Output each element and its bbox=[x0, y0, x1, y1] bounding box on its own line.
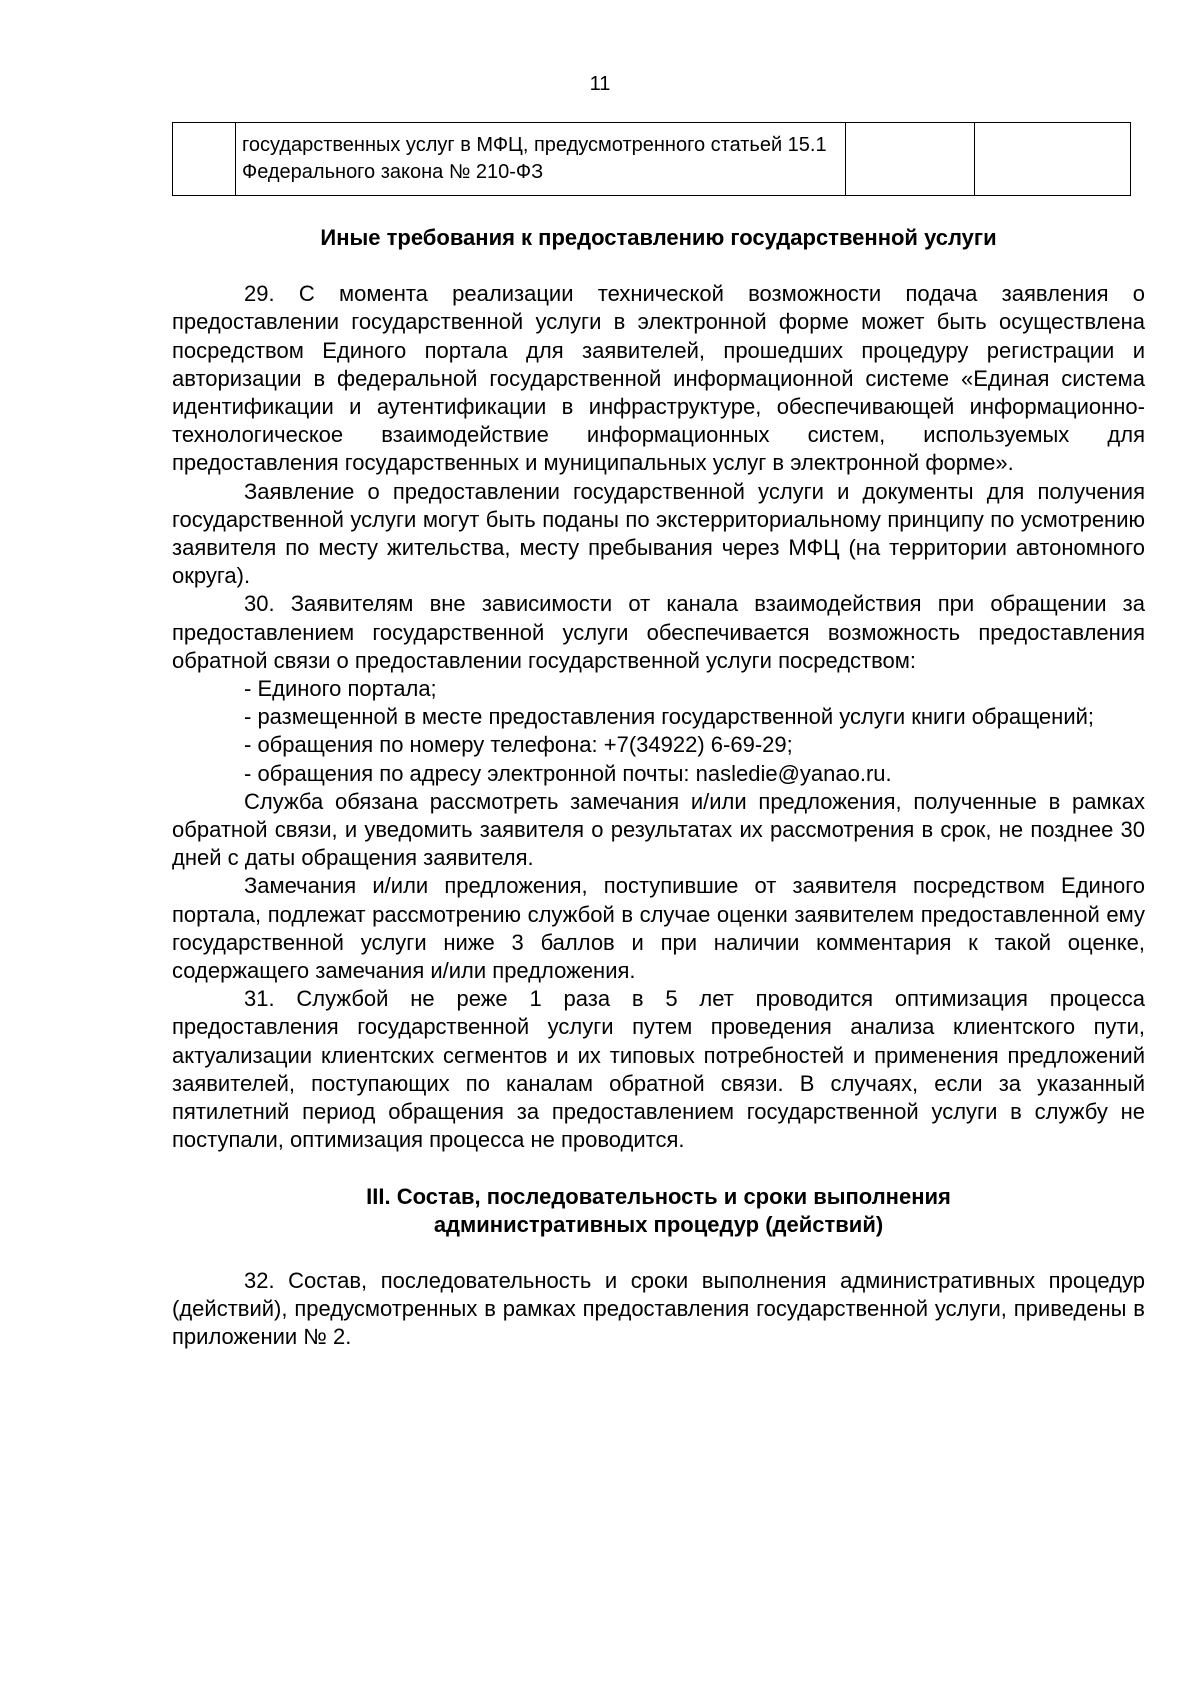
table-row bbox=[173, 123, 1131, 196]
paragraph-portal-remarks: Замечания и/или предложения, поступившие от заявителя посредством Единого портала, подлежат рассмотрению службой в случае оценки заявителем предоставленной ему государственной услуги ниже 3 баллов и при наличии комментария к такой оценке, содержащего замечания и/или предложения. bbox=[172, 873, 1145, 984]
list-item: - обращения по адресу электронной почты: nasledie@yanao.ru. bbox=[244, 760, 892, 786]
paragraph-extraterritorial: Заявление о предоставлении государственной услуги и документы для получения государственной услуги могут быть поданы по экстерриториальному принципу по усмотрению заявителя по месту жительства, месту пребывания через МФЦ (на территории автономного округа). bbox=[172, 478, 1145, 589]
paragraph-30: 30. Заявителям вне зависимости от канала взаимодействия при обращении за предоставлением государственной услуги обеспечивается возможность предоставления обратной связи о предоставлении государственной услуги посредством: bbox=[172, 591, 1145, 673]
page-number: 11 bbox=[589, 73, 611, 95]
paragraph-feedback-review: Служба обязана рассмотреть замечания и/или предложения, полученные в рамках обратной связи, и уведомить заявителя о результатах их рассмотрения в срок, не позднее 30 дней с даты обращения заявителя. bbox=[172, 788, 1145, 871]
section-heading-line: III. Состав, последовательность и сроки выполнения bbox=[366, 1183, 951, 1209]
list-item: - Единого портала; bbox=[244, 676, 437, 702]
table-cell-number bbox=[173, 123, 236, 196]
section-heading-line: административных процедур (действий) bbox=[433, 1211, 884, 1237]
paragraph-32: 32. Состав, последовательность и сроки выполнения административных процедур (действий), предусмотренных в рамках предоставления государственной услуги, приведены в приложении № 2. bbox=[172, 1267, 1145, 1350]
document-body bbox=[172, 224, 1145, 1352]
section-heading bbox=[172, 1183, 1145, 1239]
continuation-table bbox=[172, 122, 1131, 196]
table-cell-text: государственных услуг в МФЦ, предусмотренного статьей 15.1 Федерального закона № 210-ФЗ bbox=[236, 123, 846, 196]
paragraph-31: 31. Службой не реже 1 раза в 5 лет проводится оптимизация процесса предоставления государственной услуги путем проведения анализа клиентского пути, актуализации клиентских сегментов и их типовых потребностей и применения предложений заявителей, поступающих по каналам обратной связи. В случаях, если за указанный пятилетний период обращения за предоставлением государственной услуги в службу не поступали, оптимизация процесса не проводится. bbox=[172, 986, 1145, 1153]
table-cell-empty bbox=[846, 123, 975, 196]
paragraph-29: 29. С момента реализации технической возможности подача заявления о предоставлении государственной услуги в электронной форме может быть осуществлена посредством Единого портала для заявителей, прошедших процедуру регистрации и авторизации в федеральной государственной информационной системе «Единая система идентификации и аутентификации в инфраструктуре, обеспечивающей информационно-технологическое взаимодействие информационных систем, используемых для предоставления государственных и муниципальных услуг в электронной форме». bbox=[172, 281, 1145, 476]
list-item: - обращения по номеру телефона: +7(34922) 6-69-29; bbox=[244, 732, 793, 758]
list-item: - размещенной в месте предоставления государственной услуги книги обращений; bbox=[244, 704, 1095, 730]
section-heading: Иные требования к предоставлению государственной услуги bbox=[320, 225, 997, 250]
table-cell-empty bbox=[975, 123, 1131, 196]
